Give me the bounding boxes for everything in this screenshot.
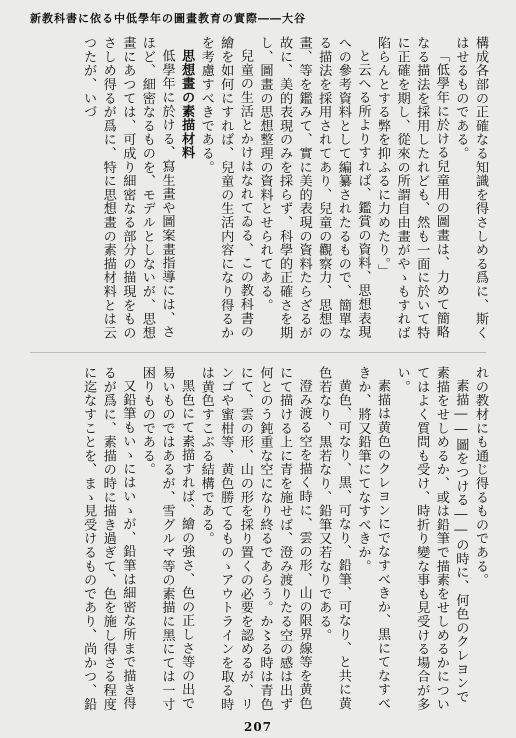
- paragraph: 又鉛筆もいゝにはいゝが、鉛筆は細密な所まで描き得るが爲に、素描の時に描き過ぎて、色を施し得さる程度に迄なすことを、まゝ見受けるものであり、尚かつ、鉛: [81, 366, 136, 711]
- quoted-paragraph: 「低學年に於ける兒童用の圖畫は、力めて簡略なる描法を採用したれども、然も一面に於いて特に正確を期し、從來の所謂自由畫がやゝもすれば陷らんとする弊を抑ふるに力めたり。」: [375, 36, 449, 340]
- paragraph: 澄み渡る空を描く時に、雲の形、山の限界線等を黄色にて描ける上に青を施せば、澄み渡りたる空の感は出ず何とのう鈍重な空になり終るであらう。か〻る時は青色にて、雲の形、山の形を採り置くの必要を認めるが、リンゴや蜜柑等、黄色勝てるものゝアウトラインを取る時は黄色すこぶる結構である。: [198, 366, 312, 711]
- paragraph: と云へる所よりすれば、鑑賞の資料、思想表現への參考資料として編纂されたるもので、簡單なる描法を採用されてあり、兒童の觀察力、思想の畫、等を鑑みて、實に美的表現の資料たらざるが故に、美的表現のみを採らず、科學的正確さを期し、圖畫の思想整理の資料とせられてある。: [257, 36, 371, 340]
- lower-text-column: [40, 366, 490, 712]
- paragraph: 構成各部の正確なる知識を得さしめる爲に、斯くはせるものである。: [453, 36, 488, 340]
- paragraph: 兒童の生活とかけはなれてゐる、この教科書の繪を如何にすれば、兒童の生活内容になり得るかを考慮すべきである。: [198, 36, 253, 340]
- paragraph: 低學年に於ける、寫生畫や圖案畫指導には、さほど、細密なるものを、モデルとしないが、思想畫にあつては、可成り細密なる部分の描現をものさしめ得るが爲に、特に思想畫の素描材料とは云つたが、いづ: [81, 36, 175, 340]
- column-divider: [30, 352, 486, 353]
- paragraph: 黑色にて素描すれば、繪の強さ、色の正しさ等の出で易いものではあるが、雪グルマ等の素描に黑にては一寸困りものである。: [139, 366, 195, 711]
- paragraph: れの教材にも通じ得るものである。: [473, 366, 488, 587]
- page-number: 207: [243, 720, 273, 734]
- running-header: 新教科書に依る中低學年の圖畫教育の實際――大谷: [30, 12, 306, 25]
- upper-text-column: [40, 36, 490, 344]
- paragraph: 素描は黄色のクレヨンにでなすべきか、黒にてなすべきか、將又鉛筆にてなすべきか。: [355, 366, 391, 711]
- paragraph: 素描――圖をつける――の時に、何色のクレヨンで素描をせしめるか、或は鉛筆で描素をせしめるかについてはよく質問も受け、時折り變な事も見受ける場合が多い。: [394, 366, 469, 711]
- section-heading: 思想畫の素描材料: [179, 49, 195, 160]
- paragraph: 黄色、可なり、黒、可なり、鉛筆、可なり、と共に黄色若なり、黒若なり、鉛筆又若なりである。: [316, 366, 351, 711]
